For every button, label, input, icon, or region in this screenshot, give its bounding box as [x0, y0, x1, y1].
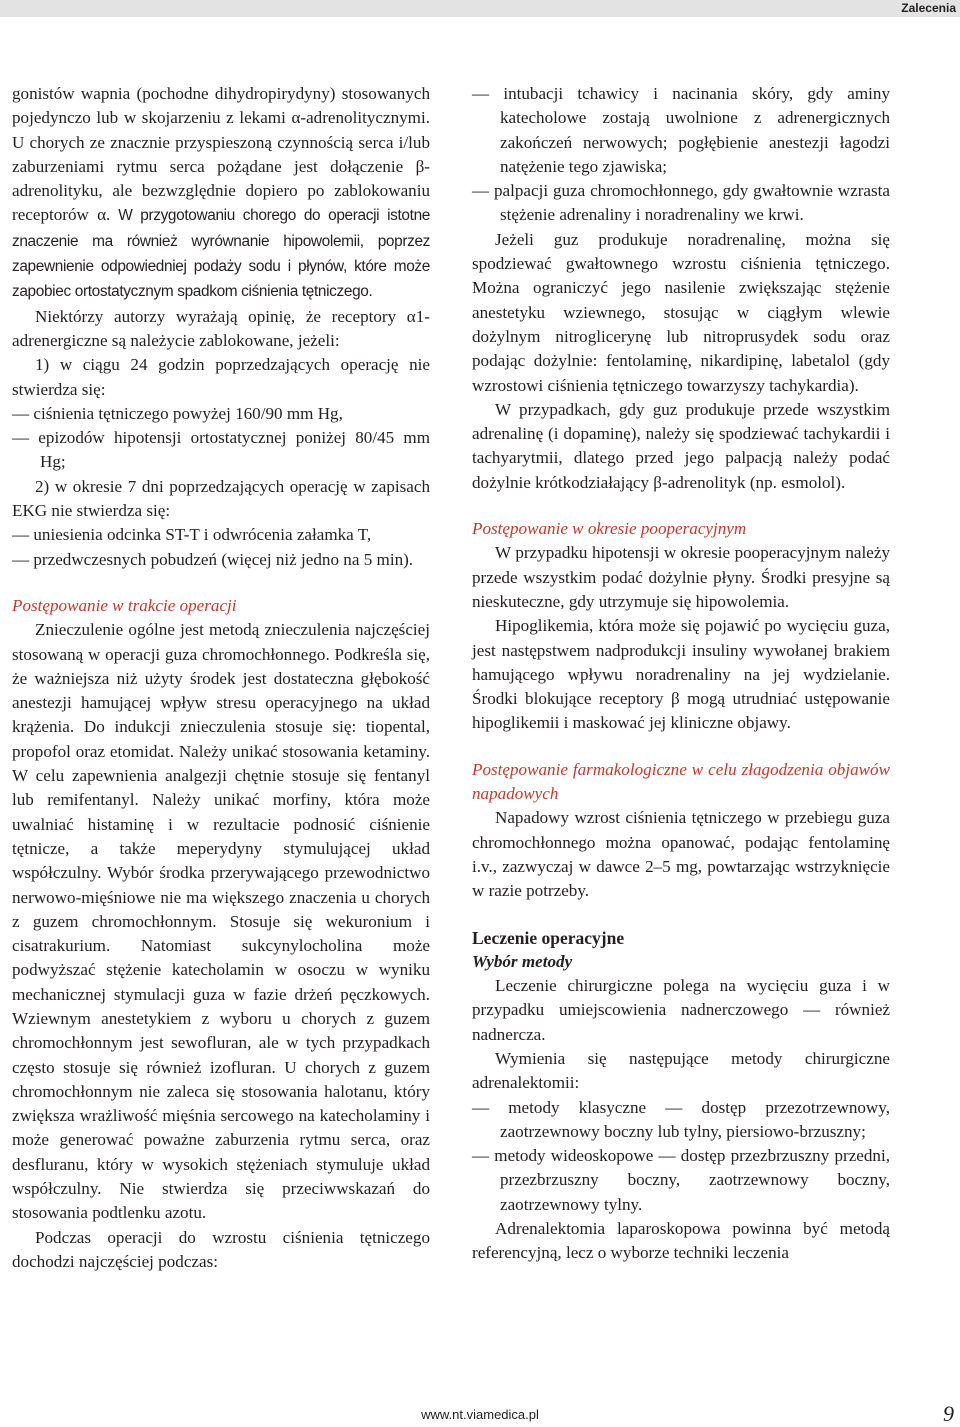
list-item: — palpacji guza chromochłonnego, gdy gwałtownie wzrasta stężenie adrenaliny i noradrenaliny we krwi. — [472, 181, 890, 225]
paragraph: Jeżeli guz produkuje noradrenalinę, można się spodziewać gwałtownego wzrostu ciśnienia tętniczego. Można ograniczyć jego nasilenie zwiększając stężenie anestetyku wziewnego, stosując w ciągłym wlewie dożylnym nitroglicerynę lub nitroprusydek sodu oraz podając dożylnie: fentolaminę, nikardipinę, labetalol (gdy wzrostowi ciśnienia tętniczego towarzyszy tachykardia). — [472, 229, 890, 395]
section-label: Zalecenia — [901, 1, 956, 15]
paragraph: Leczenie chirurgiczne polega na wycięciu guza i w przypadku umiejscowienia nadnerczowego — również nadnercza. — [472, 976, 890, 1044]
list-item: — metody wideoskopowe — dostęp przezbrzuszny przedni, przezbrzuszny boczny, zaotrzewnowy boczny, zaotrzewnowy tylny. — [472, 1146, 890, 1214]
paragraph: Wymienia się następujące metody chirurgiczne adrenalektomii: — [472, 1048, 890, 1093]
subsection-heading: Wybór metody — [472, 951, 573, 971]
spacer — [12, 572, 430, 594]
section-heading: Postępowanie farmakologiczne w celu złagodzenia objawów napadowych — [472, 759, 890, 804]
paragraph: Adrenalektomia laparoskopowa powinna być metodą referencyjną, lecz o wyborze techniki leczenia — [472, 1219, 890, 1263]
page-number: 9 — [943, 1401, 954, 1426]
paragraph: W przypadkach, gdy guz produkuje przede wszystkim adrenalinę (i dopaminę), należy się spodziewać tachykardii i tachyarytmii, dlatego przed jego palpacją należy podać dożylnie krótkodziałający β-adrenolityk (np. esmolol). — [472, 399, 890, 492]
paragraph — [12, 82, 430, 305]
section-heading: Postępowanie w okresie pooperacyjnym — [472, 519, 747, 539]
paragraph-text: gonistów wapnia (pochodne dihydropirydyny) stosowanych pojedynczo lub w skojarzeniu z lekami α-adrenolitycznymi. U chorych ze znacznie przyspieszoną czynnością serca i/lub zaburzeniami rytmu serca pożądane jest dołączenie β-adrenolityku, ale bezwzględnie dopiero po zablokowaniu receptorów α. — [12, 84, 430, 225]
paragraph: 1) w ciągu 24 godzin poprzedzających operację nie stwierdza się: — [12, 355, 430, 399]
right-column — [472, 82, 890, 1266]
list-item: — epizodów hipotensji ortostatycznej poniżej 80/45 mm Hg; — [12, 428, 430, 472]
spacer — [472, 495, 890, 517]
paragraph: Hipoglikemia, która może się pojawić po wycięciu guza, jest następstwem nadprodukcji insuliny wywołanej brakiem hamującego wpływu noradrenaliny na jej wydzielanie. Środki blokujące receptory β mogą utrudniać ustępowanie hipoglikemii i maskować jej kliniczne objawy. — [472, 616, 890, 733]
list-item: — intubacji tchawicy i nacinania skóry, gdy aminy katecholowe zostają uwolnione z adrenergicznych zakończeń nerwowych; pogłębienie anestezji łagodzi natężenie tego zjawiska; — [472, 84, 890, 176]
section-heading: Postępowanie w trakcie operacji — [12, 595, 237, 615]
paragraph: Podczas operacji do wzrostu ciśnienia tętniczego dochodzi najczęściej podczas: — [12, 1227, 430, 1271]
section-heading-bold: Leczenie operacyjne — [472, 927, 625, 948]
footer-url[interactable]: www.nt.viamedica.pl — [421, 1407, 539, 1422]
spacer — [472, 736, 890, 758]
paragraph: Niektórzy autorzy wyrażają opinię, że receptory α1-adrenergiczne są należycie zablokowane, jeżeli: — [12, 306, 430, 350]
paragraph: W przypadku hipotensji w okresie pooperacyjnym należy przede wszystkim podać dożylnie płyny. Środki presyjne są nieskuteczne, gdy utrzymuje się hipowolemia. — [472, 543, 890, 611]
spacer — [472, 904, 890, 926]
paragraph: Znieczulenie ogólne jest metodą znieczulenia najczęściej stosowaną w operacji guza chromochłonnego. Podkreśla się, że ważniejsza niż użyty środek jest dostateczna głębokość anestezji hamującej wpływ stresu operacyjnego na układ krążenia. Do indukcji znieczulenia stosuje się: tiopental, propofol oraz etomidat. Należy unikać stosowania ketaminy. W celu zapewnienia analgezji chętnie stosuje się fentanyl lub remifentanyl. Należy unikać morfiny, która może uwalniać histaminę i w rezultacie podnosić ciśnienie tętnicze, a także meperydyny stymulującej układ współczulny. Wybór środka przerywającego przewodnictwo nerwowo-mięśniowe nie ma większego znaczenia u chorych z guzem chromochłonnym. Stosuje się wekuronium i cisatrakurium. Natomiast sukcynylocholina może podwyższać stężenie katecholamin w osoczu w wyniku mechanicznej stymulacji guza w fazie drżeń pęczkowych. Wziewnym anestetykiem z wyboru u chorych z guzem chromochłonnym jest sewofluran, ale w tych przypadkach często stosuje się również izofluran. U chorych z guzem chromochłonnym nie zaleca się stosowania halotanu, który zwiększa wrażliwość mięśnia sercowego na katecholaminy i może generować poważne zaburzenia rytmu serca, oraz desfluranu, który w wysokich stężeniach stymuluje układ współczulny. Nie stwierdza się przeciwwskazań do stosowania podtlenku azotu. — [12, 620, 430, 1223]
header-band — [0, 0, 960, 17]
list-item: — metody klasyczne — dostęp przezotrzewnowy, zaotrzewnowy boczny lub tylny, piersiowo-brzuszny; — [472, 1097, 890, 1141]
paragraph: 2) w okresie 7 dni poprzedzających operację w zapisach EKG nie stwierdza się: — [12, 476, 430, 521]
paragraph-text-sans: W przygotowaniu chorego do operacji istotne znaczenie ma również wyrównanie hipowolemii, poprzez zapewnienie odpowiedniej podaży sodu i płynów, które może zapobiec ortostatycznym spadkom ciśnienia tętniczego. — [12, 207, 430, 301]
list-item: — uniesienia odcinka ST-T i odwrócenia załamka T, — [12, 525, 372, 545]
list-item: — przedwczesnych pobudzeń (więcej niż jedno na 5 min). — [12, 549, 414, 569]
left-column — [12, 82, 430, 1274]
list-item: — ciśnienia tętniczego powyżej 160/90 mm Hg, — [12, 403, 343, 423]
paragraph: Napadowy wzrost ciśnienia tętniczego w przebiegu guza chromochłonnego można opanować, podając fentolaminę i.v., zazwyczaj w dawce 2–5 mg, powtarzając wstrzyknięcie w razie potrzeby. — [472, 808, 890, 901]
